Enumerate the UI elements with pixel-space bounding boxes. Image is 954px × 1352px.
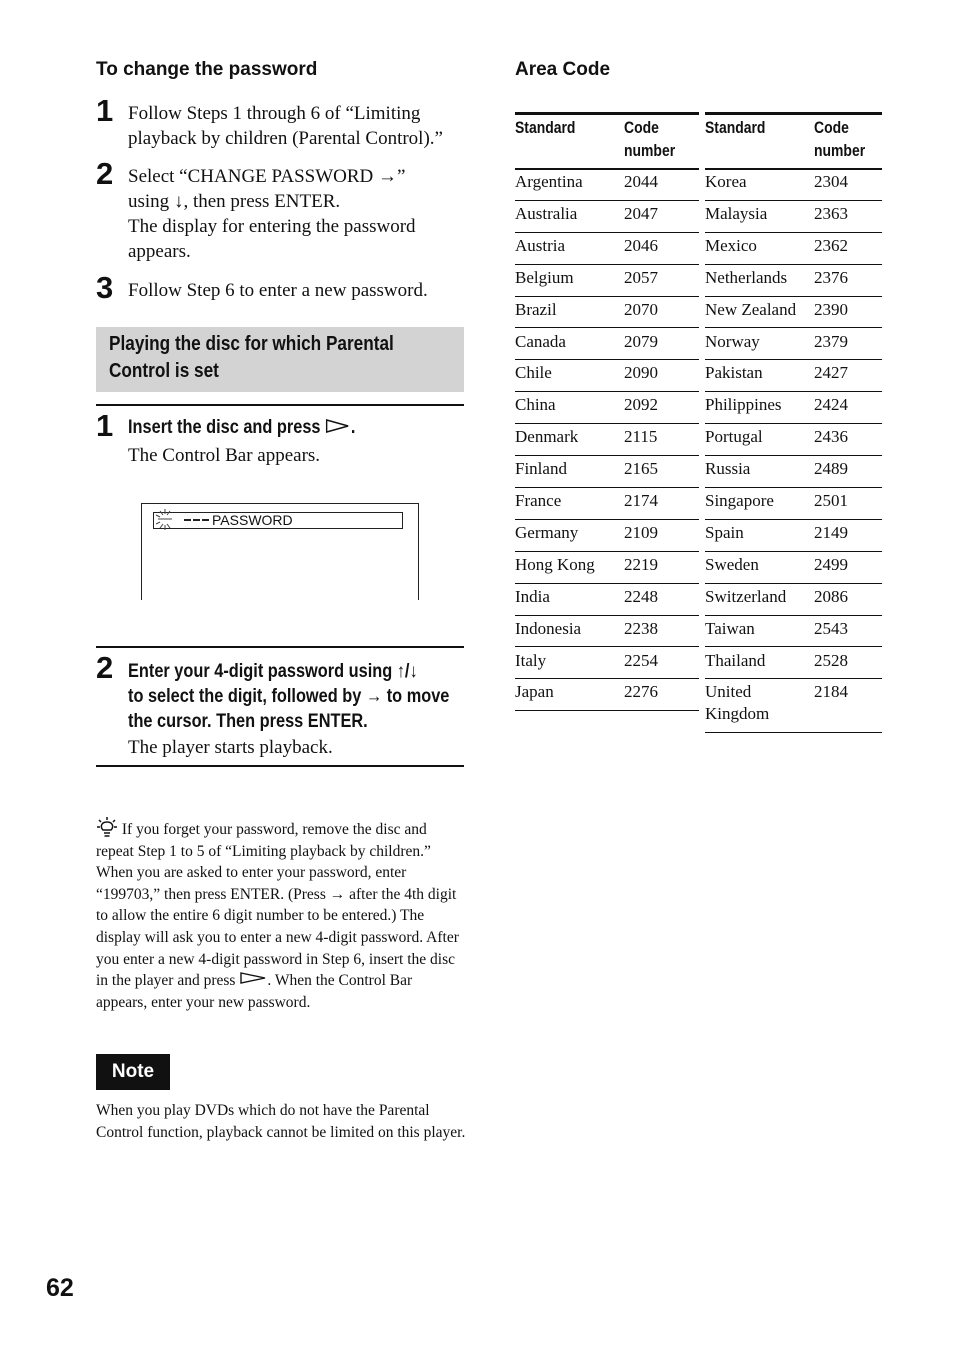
play-step-2-number: 2 <box>96 650 114 685</box>
area-code: 2248 <box>624 586 658 606</box>
divider <box>96 646 464 648</box>
step-2-line1b: ” <box>397 166 406 187</box>
area-code: 2115 <box>624 427 658 447</box>
tip-paragraph <box>96 816 466 1013</box>
country-name: Taiwan <box>705 618 755 638</box>
header-standard: Standard <box>515 118 576 137</box>
step-1-number: 1 <box>96 93 114 128</box>
country-name: Switzerland <box>705 586 787 606</box>
change-password-heading: To change the password <box>96 59 318 80</box>
table-row <box>705 679 882 733</box>
area-code: 2174 <box>624 491 658 510</box>
country-name: United Kingdom <box>705 682 770 724</box>
table-top-rule <box>705 112 882 115</box>
area-code: 2086 <box>814 586 848 606</box>
area-code: 2070 <box>624 299 658 319</box>
table-row <box>705 488 882 520</box>
country-name: Denmark <box>515 427 579 447</box>
table-row <box>705 360 882 392</box>
play-icon <box>239 971 267 985</box>
tip-text-c: . When the Control Bar appears, enter your new password. <box>96 972 413 1011</box>
tip-text-a: If you forget your password, remove the disc and repeat Step 1 to 5 of “Limiting playback by children.” When you are asked to enter your password, enter “199703,” then press ENTER. (Press <box>96 821 431 903</box>
play-step-2-line2b: to move <box>382 686 450 707</box>
play-step-2-line3: the cursor. Then press ENTER. <box>128 711 368 732</box>
table-row <box>705 616 882 648</box>
play-step-2-instruction <box>128 659 502 734</box>
table-row <box>515 552 699 584</box>
banner-title-line2: Control is set <box>109 360 219 382</box>
row-rule <box>515 710 699 711</box>
play-step-2-line2a: to select the digit, followed by <box>128 686 366 707</box>
country-name: Germany <box>515 522 579 542</box>
table-row <box>705 424 882 456</box>
country-name: Finland <box>515 459 567 479</box>
step-2-line2a: using <box>128 191 174 212</box>
table-row <box>705 456 882 488</box>
table-row <box>515 488 699 520</box>
country-name: Pakistan <box>705 363 763 383</box>
country-name: Argentina <box>515 172 583 191</box>
note-label: Note <box>96 1054 170 1090</box>
arrow-down-icon: ↓ <box>173 191 184 212</box>
area-code: 2079 <box>624 331 658 351</box>
password-digit-dash <box>193 519 200 521</box>
area-code: 2362 <box>814 235 848 255</box>
table-row <box>705 233 882 265</box>
area-code: 2489 <box>814 459 848 479</box>
area-code: 2276 <box>624 682 658 702</box>
step-3-text: Follow Step 6 to enter a new password. <box>128 280 428 301</box>
area-code: 2219 <box>624 554 658 574</box>
country-name: Korea <box>705 172 747 191</box>
area-code: 2044 <box>624 172 658 191</box>
play-step-1-result: The Control Bar appears. <box>128 445 321 466</box>
table-row <box>515 297 699 329</box>
password-label: PASSWORD <box>212 512 293 528</box>
header-code-number: Code number <box>814 118 866 160</box>
area-code: 2390 <box>814 299 848 319</box>
area-code: 2149 <box>814 522 848 542</box>
country-name: Portugal <box>705 427 763 447</box>
table-top-rule <box>515 112 699 115</box>
area-code: 2501 <box>814 491 848 510</box>
country-name: Thailand <box>705 650 766 670</box>
area-code: 2427 <box>814 363 848 383</box>
area-code: 2090 <box>624 363 658 383</box>
table-row <box>705 552 882 584</box>
country-name: Brazil <box>515 299 557 319</box>
step-2-number: 2 <box>96 156 114 191</box>
area-code: 2379 <box>814 331 848 351</box>
table-row <box>705 265 882 297</box>
table-row <box>705 648 882 680</box>
arrow-right-icon: → <box>329 885 346 903</box>
table-row <box>515 424 699 456</box>
table-row <box>515 233 699 265</box>
play-step-1-bold: Insert the disc and press <box>128 417 326 438</box>
country-name: Netherlands <box>705 267 788 287</box>
country-name: Indonesia <box>515 618 582 638</box>
country-name: Japan <box>515 682 554 702</box>
tip-text-b: after the 4th digit to allow the entire 6 digit number to be entered.) The display will ask you to enter a new 4-digit password. After you enter a new 4-digit password in Step 6, insert the disc in the player and press <box>96 885 459 990</box>
country-name: Russia <box>705 459 751 479</box>
step-1-text: Follow Steps 1 through 6 of “Limiting playback by children (Parental Control).” <box>128 103 443 149</box>
country-name: Norway <box>705 331 760 351</box>
area-code: 2047 <box>624 203 658 223</box>
area-code: 2363 <box>814 203 848 223</box>
table-row <box>515 329 699 361</box>
area-code: 2184 <box>814 682 848 702</box>
table-row <box>705 297 882 329</box>
arrow-right-icon: → <box>378 166 397 187</box>
area-code-heading: Area Code <box>515 59 611 80</box>
area-code: 2046 <box>624 235 658 255</box>
country-name: Hong Kong <box>515 554 595 574</box>
country-name: France <box>515 491 562 510</box>
divider <box>96 404 464 406</box>
table-row <box>515 584 699 616</box>
country-name: Spain <box>705 522 744 542</box>
area-code: 2376 <box>814 267 848 287</box>
step-2-line2b: , then press ENTER. <box>183 191 341 212</box>
country-name: Mexico <box>705 235 757 255</box>
country-name: Italy <box>515 650 547 670</box>
area-code: 2165 <box>624 459 658 479</box>
country-name: Singapore <box>705 491 774 510</box>
play-step-2-result: The player starts playback. <box>128 737 333 758</box>
area-code: 2543 <box>814 618 848 638</box>
area-code: 2254 <box>624 650 658 670</box>
table-row <box>515 265 699 297</box>
area-code: 2238 <box>624 618 658 638</box>
country-name: Belgium <box>515 267 574 287</box>
country-name: Austria <box>515 235 566 255</box>
step-2-line1a: Select “CHANGE PASSWORD <box>128 166 378 187</box>
table-row <box>515 679 699 711</box>
play-step-1-bold-end: . <box>350 417 356 438</box>
country-name: Chile <box>515 363 552 383</box>
note-text: When you play DVDs which do not have the Parental Control function, playback cannot be limited on this player. <box>96 1102 466 1141</box>
country-name: Sweden <box>705 554 759 574</box>
table-row <box>515 392 699 424</box>
divider <box>96 765 464 767</box>
table-row <box>515 201 699 233</box>
table-row <box>515 648 699 680</box>
table-row <box>515 520 699 552</box>
page-number: 62 <box>46 1274 74 1302</box>
area-code: 2528 <box>814 650 848 670</box>
lightbulb-icon <box>96 816 118 838</box>
country-name: Malaysia <box>705 203 768 223</box>
table-row <box>515 169 699 201</box>
area-code: 2057 <box>624 267 658 287</box>
area-code: 2092 <box>624 395 658 415</box>
up-down-arrow-icon: ↑/↓ <box>396 661 418 682</box>
table-row <box>705 329 882 361</box>
table-row <box>705 392 882 424</box>
banner-title <box>109 331 394 385</box>
area-code: 2424 <box>814 395 848 415</box>
step-2-text <box>128 164 468 264</box>
table-row <box>705 201 882 233</box>
country-name: Philippines <box>705 395 782 415</box>
country-name: Australia <box>515 203 578 223</box>
table-row <box>515 360 699 392</box>
area-code: 2109 <box>624 522 658 542</box>
header-code-number: Code number <box>624 118 676 160</box>
password-digit-dash <box>184 519 191 521</box>
country-name: China <box>515 395 556 415</box>
arrow-right-icon: → <box>365 686 383 707</box>
table-row <box>515 616 699 648</box>
table-row <box>515 456 699 488</box>
row-rule <box>705 732 882 733</box>
play-step-1-number: 1 <box>96 408 114 443</box>
area-code: 2304 <box>814 172 848 191</box>
password-digit-dash <box>202 519 209 521</box>
table-row <box>705 584 882 616</box>
play-step-2-line1: Enter your 4-digit password using <box>128 661 397 682</box>
section-banner <box>96 327 464 392</box>
country-name: Canada <box>515 331 566 351</box>
area-code: 2436 <box>814 427 848 447</box>
table-row <box>705 520 882 552</box>
play-icon <box>325 418 351 434</box>
country-name: India <box>515 586 550 606</box>
step-3-number: 3 <box>96 270 114 305</box>
table-row <box>705 169 882 201</box>
area-code: 2499 <box>814 554 848 574</box>
play-step-1-instruction <box>128 417 392 439</box>
banner-title-line1: Playing the disc for which Parental <box>109 333 394 355</box>
country-name: New Zealand <box>705 299 797 319</box>
header-standard: Standard <box>705 118 766 137</box>
step-2-line3: The display for entering the password appears. <box>128 216 416 262</box>
